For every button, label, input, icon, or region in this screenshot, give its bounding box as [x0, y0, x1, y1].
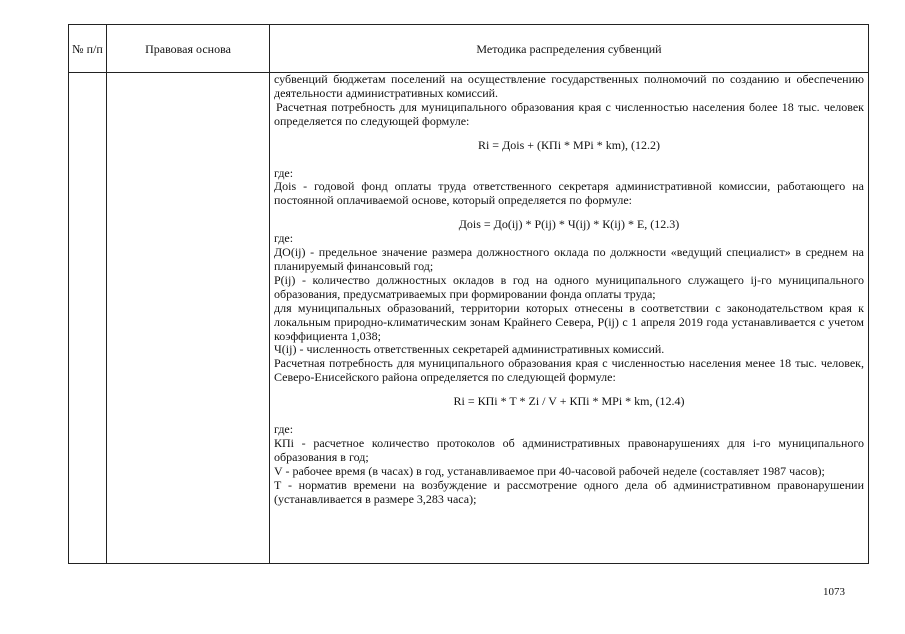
paragraph: Доis - годовой фонд оплаты труда ответственного секретаря административной комиссии, работающего на постоянной оплачиваемой основе, который определяется по формуле: — [274, 179, 864, 208]
paragraph: КПi - расчетное количество протоколов об административных правонарушениях для i-го муниципального образования в год; — [274, 435, 864, 464]
paragraph: V - рабочее время (в часах) в год, устанавливаемое при 40-часовой рабочей неделе (составляет 1987 часов); — [274, 463, 825, 478]
paragraph: ДО(ij) - предельное значение размера должностного оклада по должности «ведущий специалист» в среднем на планируемый финансовый год; — [274, 245, 864, 273]
paragraph: Р(ij) - количество должностных окладов в год на одного муниципального служащего ij-го муниципального образования, предусматриваемых при формировании фонда оплаты труда; — [274, 272, 864, 301]
formula-12-2: Ri = Доis + (КПi * MPi * km), (12.2) — [477, 137, 661, 152]
paragraph: для муниципальных образований, территории которых отнесены в соответствии с законодательством края к локальным природно-климатическим зонам Крайнего Севера, Р(ij) с 1 апреля 2019 года устанавливается с учетом коэффициента 1,038; — [274, 300, 864, 343]
paragraph: субвенций бюджетам поселений на осуществление государственных полномочий по созданию и обеспечению деятельности административных комиссий. — [274, 72, 864, 100]
where-label: где: — [274, 422, 294, 437]
paragraph: Расчетная потребность для муниципального образования края с численностью населения менее 18 тыс. человек, Северо-Енисейского района определяется по следующей формуле: — [274, 356, 864, 385]
formula-12-4: Ri = КПi * T * Zi / V + КПi * MPi * km, (12.4) — [453, 394, 685, 409]
paragraph: Расчетная потребность для муниципального образования края с численностью населения более 18 тыс. человек определяется по следующей формуле: — [274, 99, 864, 128]
where-label: где: — [274, 231, 294, 246]
method-text — [274, 73, 864, 506]
paragraph: Т - норматив времени на возбуждение и рассмотрение одного дела об административном правонарушении (устанавливается в размере 3,283 часа); — [274, 477, 864, 506]
where-label: где: — [274, 165, 294, 180]
header-legal-basis: Правовая основа — [145, 41, 231, 56]
page-number: 1073 — [823, 586, 845, 598]
paragraph: Ч(ij) - численность ответственных секретарей административных комиссий. — [274, 342, 665, 357]
formula-12-3: Доis = До(ij) * Р(ij) * Ч(ij) * К(ij) * Е, (12.3) — [458, 217, 680, 232]
column-divider — [269, 25, 270, 563]
document-table — [68, 24, 869, 564]
header-method: Методика распределения субвенций — [476, 41, 662, 56]
header-number: № п/п — [72, 41, 103, 56]
column-divider — [106, 25, 107, 563]
